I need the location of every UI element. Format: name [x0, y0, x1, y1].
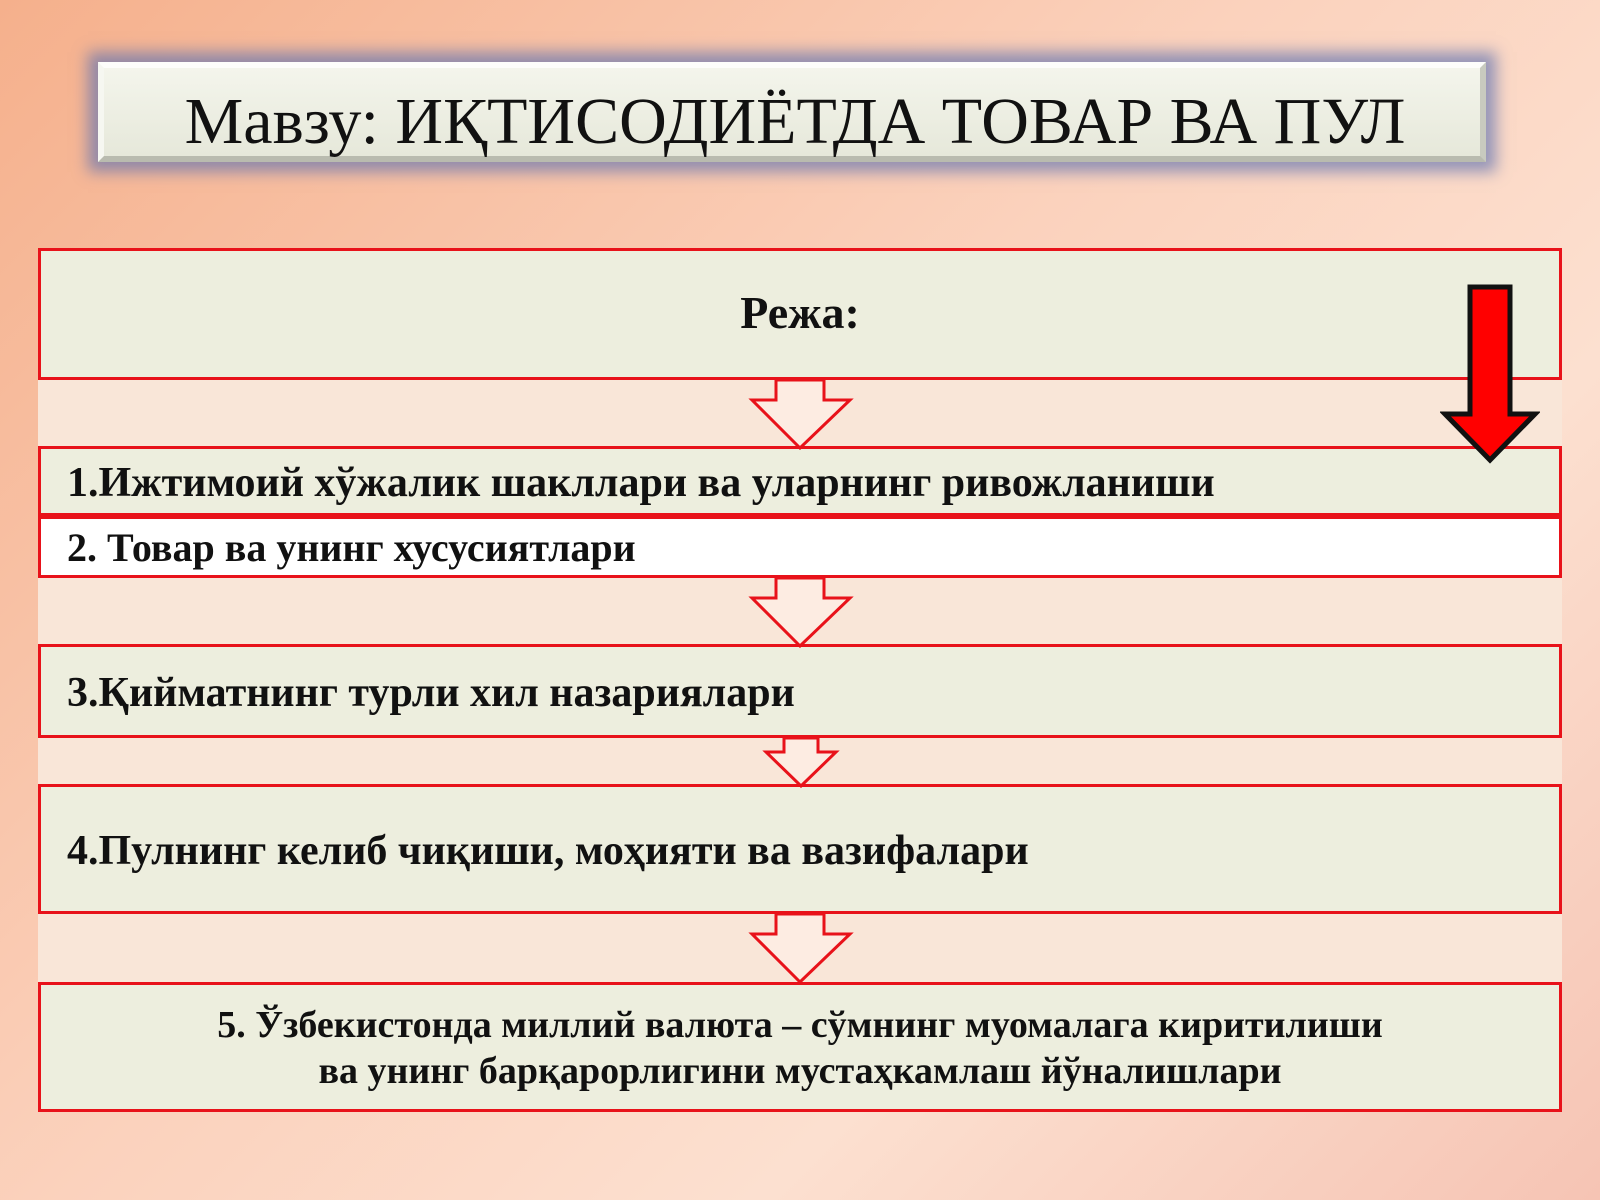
- hollow-down-arrow-icon: [748, 576, 854, 648]
- hollow-down-arrow-icon: [748, 378, 854, 450]
- plan-item-5-line-1: 5. Ўзбекистонда миллий валюта – сўмнинг муомалага киритилиши: [217, 1004, 1383, 1046]
- hollow-down-arrow-icon: [762, 736, 840, 788]
- hollow-down-arrow-icon: [748, 912, 854, 984]
- plan-item-2: [38, 516, 1562, 578]
- slide-title: Мавзу: ИҚТИСОДИЁТДА ТОВАР ВА ПУЛ: [184, 85, 1406, 158]
- plan-heading: Режа:: [740, 287, 860, 338]
- plan-item-5: [38, 982, 1562, 1112]
- plan-item-3: [38, 644, 1562, 738]
- plan-item-2-text: 2. Товар ва унинг хусусиятлари: [67, 525, 636, 570]
- plan-item-1: [38, 446, 1562, 516]
- plan-heading-box: [38, 248, 1562, 380]
- plan-item-4: [38, 784, 1562, 914]
- plan-item-4-text: 4.Пулнинг келиб чиқиши, моҳияти ва вазифалари: [67, 828, 1029, 874]
- plan-item-5-line-2: ва унинг барқарорлигини мустаҳкамлаш йўналишлари: [318, 1050, 1282, 1092]
- red-down-arrow-icon: [1440, 284, 1540, 464]
- plan-item-3-text: 3.Қийматнинг турли хил назариялари: [67, 670, 795, 716]
- plan-item-1-text: 1.Ижтимоий хўжалик шакллари ва уларнинг ривожланиши: [67, 460, 1215, 506]
